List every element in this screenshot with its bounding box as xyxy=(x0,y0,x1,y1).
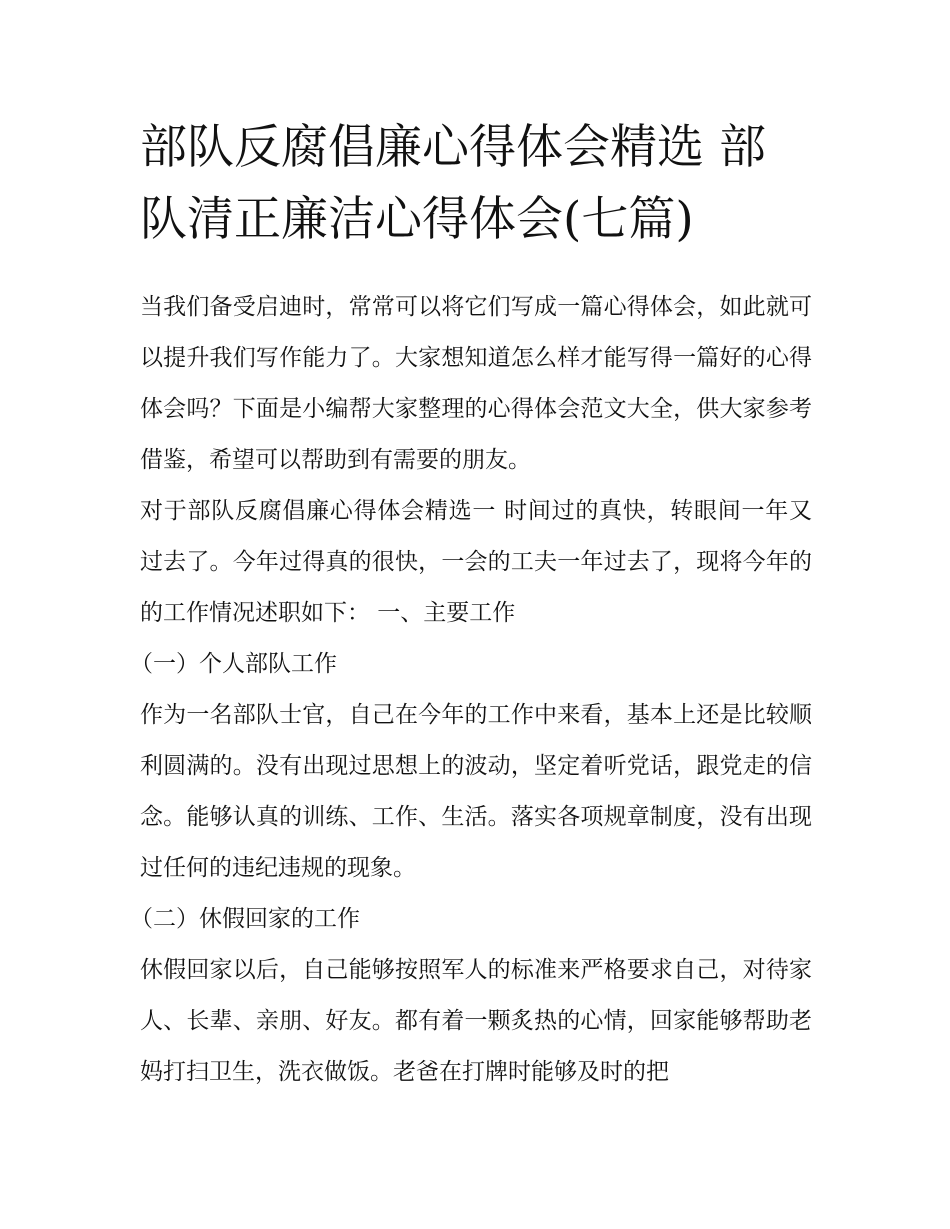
home-leave-paragraph: 休假回家以后，自己能够按照军人的标准来严格要求自己，对待家人、长辈、亲朋、好友。都有着一颗炙热的心情，回家能够帮助老妈打扫卫生，洗衣做饭。老爸在打牌时能够及时的把 xyxy=(140,957,812,1085)
document-title: 部队反腐倡廉心得体会精选 部队清正廉洁心得体会(七篇) xyxy=(140,120,766,247)
personal-work-paragraph: 作为一名部队士官，自己在今年的工作中来看，基本上还是比较顺利圆满的。没有出现过思想上的波动，坚定着听党话，跟党走的信念。能够认真的训练、工作、生活。落实各项规章制度，没有出现过任何的违纪违规的现象。 xyxy=(140,702,812,881)
document-body xyxy=(130,282,812,1098)
subheading-home-leave-work: （二）休假回家的工作 xyxy=(130,906,360,932)
subheading-personal-work: （一）个人部队工作 xyxy=(130,651,337,677)
intro-paragraph: 当我们备受启迪时，常常可以将它们写成一篇心得体会，如此就可以提升我们写作能力了。大家想知道怎么样才能写得一篇好的心得体会吗？下面是小编帮大家整理的心得体会范文大全，供大家参考借鉴，希望可以帮助到有需要的朋友。 xyxy=(140,294,812,473)
section-one-intro-paragraph: 对于部队反腐倡廉心得体会精选一 时间过的真快，转眼间一年又过去了。今年过得真的很快，一会的工夫一年过去了，现将今年的的工作情况述职如下： 一、主要工作 xyxy=(140,498,812,626)
document-page xyxy=(130,112,812,1098)
